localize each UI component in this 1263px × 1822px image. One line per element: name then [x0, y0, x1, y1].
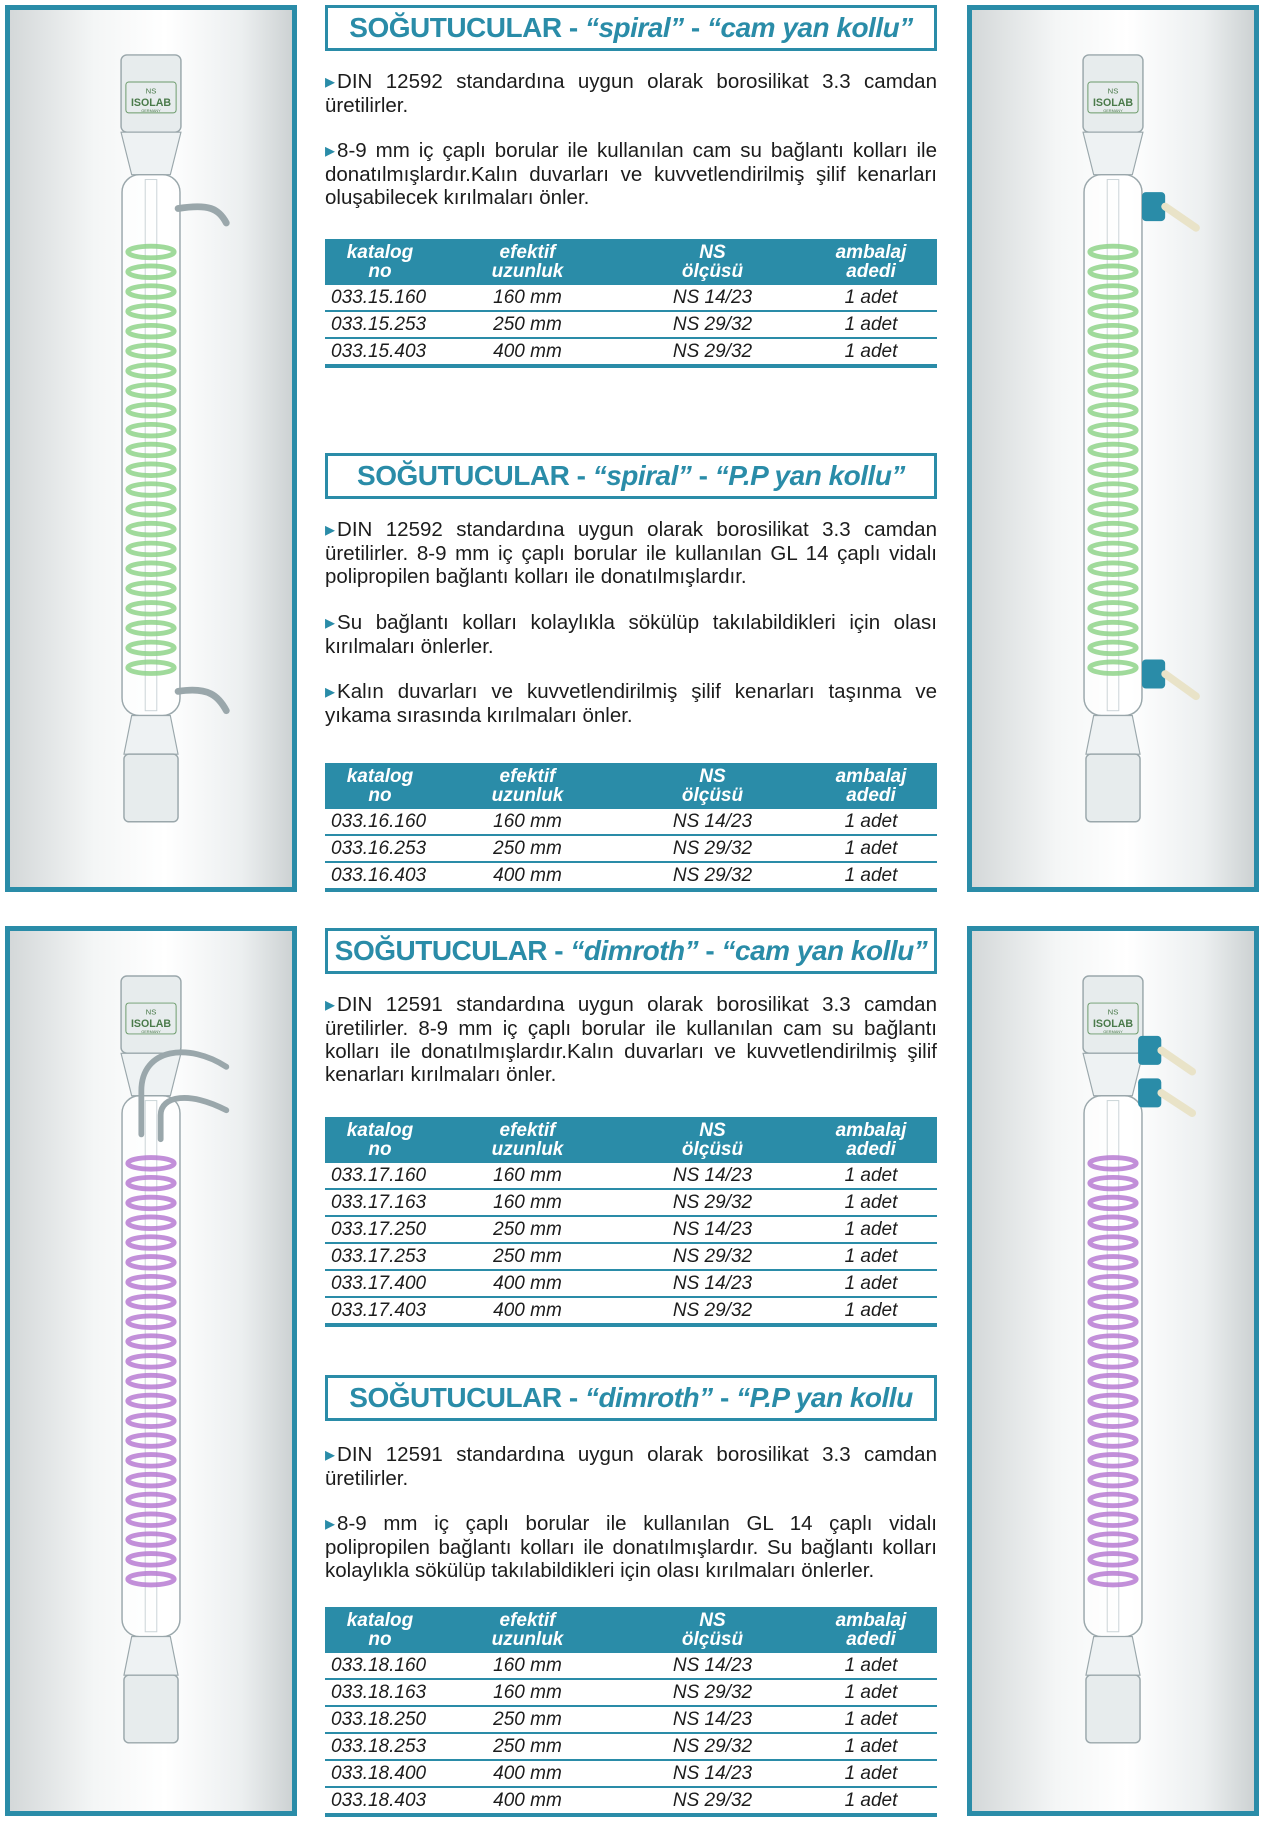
ns-label: NS: [145, 1007, 157, 1017]
cell-ns: NS 14/23: [620, 1653, 805, 1679]
cell-catalog: 033.16.160: [325, 809, 435, 835]
lower-neck: [1086, 716, 1140, 755]
cell-catalog: 033.17.403: [325, 1297, 435, 1325]
header-package: ambalaj adedi: [805, 239, 937, 285]
cell-catalog: 033.18.163: [325, 1679, 435, 1706]
cell-package: 1 adet: [805, 1163, 937, 1189]
cell-ns: NS 29/32: [620, 1243, 805, 1270]
cell-package: 1 adet: [805, 1787, 937, 1815]
dimroth-condenser-pp-illustration: [972, 931, 1254, 1811]
cell-package: 1 adet: [805, 809, 937, 835]
cell-catalog: 033.18.400: [325, 1760, 435, 1787]
table-row: [325, 1733, 937, 1760]
cell-catalog: 033.17.163: [325, 1189, 435, 1216]
table-row: [325, 1653, 937, 1679]
table-row: [325, 862, 937, 890]
table-row: [325, 1787, 937, 1815]
header-length: efektif uzunluk: [435, 763, 620, 809]
lower-pp-hose: [1165, 674, 1196, 696]
cell-length: 250 mm: [435, 1733, 620, 1760]
cell-ns: NS 29/32: [620, 835, 805, 862]
product-image-spiral-pp: [967, 5, 1259, 892]
cell-length: 250 mm: [435, 1216, 620, 1243]
cell-length: 160 mm: [435, 809, 620, 835]
header-catalog: katalog no: [325, 763, 435, 809]
lower-neck: [124, 1637, 178, 1676]
cell-catalog: 033.18.160: [325, 1653, 435, 1679]
table-row: [325, 1243, 937, 1270]
header-ns-size: NS ölçüsü: [620, 239, 805, 285]
cell-ns: NS 14/23: [620, 1706, 805, 1733]
cell-package: 1 adet: [805, 1760, 937, 1787]
cell-ns: NS 29/32: [620, 1787, 805, 1815]
section-title-spiral-pp: SOĞUTUCULAR - “spiral” - “P.P yan kollu”: [325, 453, 937, 499]
ns-label: NS: [145, 86, 157, 96]
lower-joint: [124, 1675, 178, 1743]
description-paragraph: ▸ DIN 12592 standardına uygun olarak borosilikat 3.3 camdan üretilirler.: [325, 70, 937, 117]
dimroth-condenser-glass-illustration: [10, 931, 292, 1811]
table-row: [325, 1297, 937, 1325]
header-length: efektif uzunluk: [435, 239, 620, 285]
table-row: [325, 835, 937, 862]
header-ns-size: NS ölçüsü: [620, 1117, 805, 1163]
cell-catalog: 033.18.250: [325, 1706, 435, 1733]
germany-label: GERMANY: [141, 108, 161, 113]
cell-length: 250 mm: [435, 835, 620, 862]
table-row: [325, 338, 937, 366]
cell-length: 250 mm: [435, 1706, 620, 1733]
description-paragraph: ▸ Su bağlantı kolları kolaylıkla sökülüp takılabildikleri için olası kırılmaları önlerler.: [325, 611, 937, 658]
cell-ns: NS 29/32: [620, 338, 805, 366]
germany-label: GERMANY: [1103, 108, 1123, 113]
upper-pp-hose: [1165, 207, 1196, 228]
cell-package: 1 adet: [805, 835, 937, 862]
ns-label: NS: [1107, 1007, 1119, 1017]
description-paragraph: ▸ Kalın duvarları ve kuvvetlendirilmiş şilif kenarları taşınma ve yıkama sırasında kırılmaları önler.: [325, 680, 937, 727]
description-paragraph: ▸ 8-9 mm iç çaplı borular ile kullanılan GL 14 çaplı vidalı polipropilen bağlantı kolları ile donatılmışlardır. Su bağlantı kolları kolaylıkla sökülüp takılabildikleri için olası kırılmaları önlerler.: [325, 1512, 937, 1582]
cell-package: 1 adet: [805, 1216, 937, 1243]
spec-table-spiral-pp: [325, 763, 937, 892]
cell-catalog: 033.17.253: [325, 1243, 435, 1270]
cell-catalog: 033.16.253: [325, 835, 435, 862]
header-catalog: katalog no: [325, 1117, 435, 1163]
cell-ns: NS 29/32: [620, 862, 805, 890]
cell-package: 1 adet: [805, 285, 937, 311]
spec-table-spiral-glass: [325, 239, 937, 368]
lower-side-arm: [178, 690, 226, 711]
cell-ns: NS 14/23: [620, 285, 805, 311]
description-paragraph: ▸ DIN 12591 standardına uygun olarak borosilikat 3.3 camdan üretilirler.: [325, 1443, 937, 1490]
isolab-logo-text: ISOLAB: [130, 97, 172, 110]
cell-package: 1 adet: [805, 1679, 937, 1706]
description-paragraph: ▸ 8-9 mm iç çaplı borular ile kullanılan cam su bağlantı kolları ile donatılmışlardır.Kalın duvarları ve kuvvetlendirilmiş şilif kenarları oluşabilecek kırılmaları önler.: [325, 139, 937, 209]
cell-length: 160 mm: [435, 1163, 620, 1189]
cell-length: 400 mm: [435, 1760, 620, 1787]
cell-length: 400 mm: [435, 1787, 620, 1815]
section-title-dimroth-glass: SOĞUTUCULAR - “dimroth” - “cam yan kollu”: [325, 928, 937, 974]
cell-catalog: 033.18.403: [325, 1787, 435, 1815]
cell-length: 250 mm: [435, 311, 620, 338]
cell-ns: NS 29/32: [620, 1733, 805, 1760]
cell-catalog: 033.17.160: [325, 1163, 435, 1189]
cell-package: 1 adet: [805, 1653, 937, 1679]
joint-neck: [1083, 132, 1143, 174]
table-row: [325, 285, 937, 311]
cell-package: 1 adet: [805, 1189, 937, 1216]
table-row: [325, 311, 937, 338]
cell-length: 250 mm: [435, 1243, 620, 1270]
cell-ns: NS 14/23: [620, 1760, 805, 1787]
lower-joint: [124, 754, 178, 822]
product-image-dimroth-glass: [5, 926, 297, 1816]
isolab-logo-text: ISOLAB: [1092, 1018, 1134, 1031]
section-title-spiral-glass: SOĞUTUCULAR - “spiral” - “cam yan kollu”: [325, 5, 937, 51]
table-row: [325, 1760, 937, 1787]
cell-length: 400 mm: [435, 862, 620, 890]
ns-label: NS: [1107, 86, 1119, 96]
table-row: [325, 809, 937, 835]
header-ns-size: NS ölçüsü: [620, 763, 805, 809]
cell-catalog: 033.15.160: [325, 285, 435, 311]
cell-ns: NS 29/32: [620, 311, 805, 338]
cell-length: 160 mm: [435, 1679, 620, 1706]
cell-catalog: 033.17.400: [325, 1270, 435, 1297]
cell-length: 400 mm: [435, 338, 620, 366]
cell-package: 1 adet: [805, 862, 937, 890]
lower-joint: [1086, 754, 1140, 822]
joint-neck: [121, 1053, 181, 1095]
description-paragraph: ▸ DIN 12591 standardına uygun olarak borosilikat 3.3 camdan üretilirler. 8-9 mm iç çaplı borular ile kullanılan cam su bağlantı kolları ile donatılmışlardır.Kalın duvarları ve kuvvetlendirilmiş şilif kenarları kırılmaları önler.: [325, 993, 937, 1086]
header-catalog: katalog no: [325, 239, 435, 285]
lower-neck: [124, 716, 178, 755]
cell-ns: NS 29/32: [620, 1297, 805, 1325]
header-package: ambalaj adedi: [805, 1607, 937, 1653]
joint-neck: [1083, 1053, 1143, 1095]
cell-catalog: 033.17.250: [325, 1216, 435, 1243]
spiral-condenser-glass-illustration: [10, 10, 292, 887]
joint-neck: [121, 132, 181, 174]
table-row: [325, 1189, 937, 1216]
description-paragraph: ▸ DIN 12592 standardına uygun olarak borosilikat 3.3 camdan üretilirler. 8-9 mm iç çaplı borular ile kullanılan GL 14 çaplı vidalı polipropilen bağlantı kolları ile donatılmışlardır.: [325, 518, 937, 588]
spiral-condenser-pp-illustration: [972, 10, 1254, 887]
germany-label: GERMANY: [141, 1029, 161, 1034]
table-row: [325, 1270, 937, 1297]
cell-catalog: 033.16.403: [325, 862, 435, 890]
cell-length: 160 mm: [435, 1189, 620, 1216]
cell-catalog: 033.18.253: [325, 1733, 435, 1760]
cell-ns: NS 29/32: [620, 1679, 805, 1706]
header-ns-size: NS ölçüsü: [620, 1607, 805, 1653]
table-row: [325, 1679, 937, 1706]
cell-catalog: 033.15.253: [325, 311, 435, 338]
lower-joint: [1086, 1675, 1140, 1743]
spec-table-dimroth-glass: [325, 1117, 937, 1327]
header-length: efektif uzunluk: [435, 1117, 620, 1163]
cell-catalog: 033.15.403: [325, 338, 435, 366]
cell-package: 1 adet: [805, 1270, 937, 1297]
cell-ns: NS 14/23: [620, 1163, 805, 1189]
header-length: efektif uzunluk: [435, 1607, 620, 1653]
section-title-dimroth-pp: SOĞUTUCULAR - “dimroth” - “P.P yan kollu: [325, 1375, 937, 1421]
cell-package: 1 adet: [805, 1733, 937, 1760]
cell-length: 400 mm: [435, 1270, 620, 1297]
lower-neck: [1086, 1637, 1140, 1676]
cell-package: 1 adet: [805, 311, 937, 338]
upper-pp-hose: [1161, 1050, 1192, 1071]
header-catalog: katalog no: [325, 1607, 435, 1653]
cell-package: 1 adet: [805, 1297, 937, 1325]
germany-label: GERMANY: [1103, 1029, 1123, 1034]
cell-ns: NS 14/23: [620, 1270, 805, 1297]
header-package: ambalaj adedi: [805, 1117, 937, 1163]
cell-ns: NS 14/23: [620, 1216, 805, 1243]
table-row: [325, 1706, 937, 1733]
cell-length: 160 mm: [435, 1653, 620, 1679]
product-image-spiral-glass: [5, 5, 297, 892]
cell-length: 400 mm: [435, 1297, 620, 1325]
isolab-logo-text: ISOLAB: [130, 1018, 172, 1031]
cell-package: 1 adet: [805, 338, 937, 366]
header-package: ambalaj adedi: [805, 763, 937, 809]
cell-ns: NS 14/23: [620, 809, 805, 835]
spec-table-dimroth-pp: [325, 1607, 937, 1817]
table-row: [325, 1163, 937, 1189]
cell-ns: NS 29/32: [620, 1189, 805, 1216]
lower-pp-hose: [1161, 1093, 1192, 1113]
product-image-dimroth-pp: [967, 926, 1259, 1816]
cell-length: 160 mm: [435, 285, 620, 311]
cell-package: 1 adet: [805, 1706, 937, 1733]
upper-side-arm: [178, 207, 226, 223]
isolab-logo-text: ISOLAB: [1092, 97, 1134, 110]
table-row: [325, 1216, 937, 1243]
cell-package: 1 adet: [805, 1243, 937, 1270]
